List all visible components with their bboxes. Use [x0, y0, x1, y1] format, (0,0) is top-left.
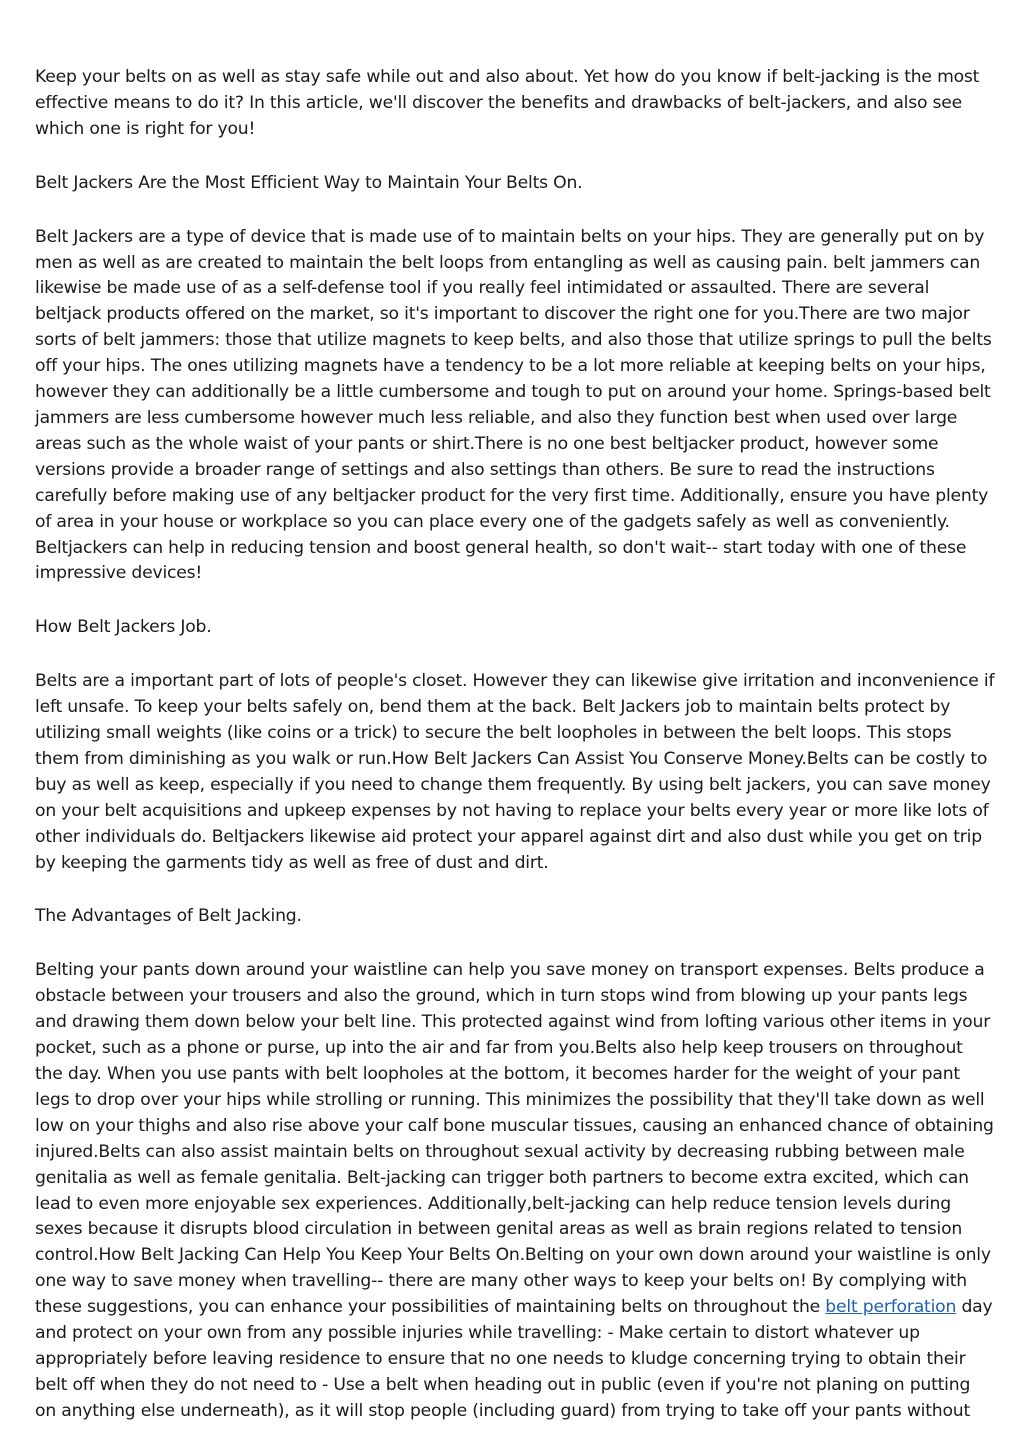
section-body-efficient-way: Belt Jackers are a type of device that is made use of to maintain belts on your hips. They are generally put on by men as well as are created to maintain the belt loops from entangling as well as causing pain. belt jammers can likewise be made use of as a self-defense tool if you really feel intimidated or assaulted. There are several beltjack products offered on the market, so it's important to discover the right one for you.There are two major sorts of belt jammers: those that utilize magnets to keep belts, and also those that utilize springs to pull the belts off your hips. The ones utilizing magnets have a tendency to be a lot more reliable at keeping belts on your hips, however they can additionally be a little cumbersome and tough to put on around your home. Springs-based belt jammers are less cumbersome however much less reliable, and also they function best when used over large areas such as the whole waist of your pants or shirt.There is no one best beltjacker product, however some versions provide a broader range of settings and also settings than others. Be sure to read the instructions carefully before making use of any beltjacker product for the very first time. Additionally, ensure you have plenty of area in your house or workplace so you can place every one of the gadgets safely as well as conveniently. Beltjackers can help in reducing tension and boost general health, so don't wait-- start today with one of these impressive devices! [35, 226, 992, 584]
section-heading-advantages: The Advantages of Belt Jacking. [35, 906, 302, 927]
section-body-how-jackers-job: Belts are a important part of lots of people's closet. However they can likewise give irritation and inconvenience if left unsafe. To keep your belts safely on, bend them at the back. Belt Jackers job to maintain belts protect by utilizing small weights (like coins or a trick) to secure the belt loopholes in between the belt loops. This stops them from diminishing as you walk or run.How Belt Jackers Can Assist You Conserve Money.Belts can be costly to buy as well as keep, especially if you need to change them frequently. By using belt jackers, you can save money on your belt acquisitions and upkeep expenses by not having to replace your belts every year or more like lots of other individuals do. Beltjackers likewise aid protect your apparel against dirt and also dust while you get on trip by keeping the garments tidy as well as free of dust and dirt. [35, 671, 995, 873]
document-page [35, 65, 995, 1453]
belt-perforation-link[interactable]: belt perforation [825, 1297, 957, 1318]
intro-paragraph: Keep your belts on as well as stay safe while out and also about. Yet how do you know if belt-jacking is the most effective means to do it? In this article, we'll discover the benefits and drawbacks of belt-jackers, and also see which one is right for you! [35, 67, 980, 139]
advantages-text-before-link: Belting your pants down around your waistline can help you save money on transport expenses. Belts produce a obstacle between your trousers and also the ground, which in turn stops wind from blowing up your pants legs and drawing them down below your belt line. This protected against wind from lofting various other items in your pocket, such as a phone or purse, up into the air and far from you.Belts also help keep trousers on throughout the day. When you use pants with belt loopholes at the bottom, it becomes harder for the weight of your pant legs to drop over your hips while strolling or running. This minimizes the possibility that they'll take down as well low on your thighs and also rise above your calf bone muscular tissues, causing an enhanced chance of obtaining injured.Belts can also assist maintain belts on throughout sexual activity by decreasing rubbing between male genitalia as well as female genitalia. Belt-jacking can trigger both partners to become extra excited, which can lead to even more enjoyable sex experiences. Additionally,belt-jacking can help reduce tension levels during sexes because it disrupts blood circulation in between genital areas as well as brain regions related to tension control.How Belt Jacking Can Help You Keep Your Belts On.Belting on your own down around your waistline is only one way to save money when travelling-- there are many other ways to keep your belts on! By complying with these suggestions, you can enhance your possibilities of maintaining belts on throughout the [35, 960, 994, 1318]
section-body-advantages [35, 958, 995, 1424]
section-heading-efficient-way: Belt Jackers Are the Most Efficient Way to Maintain Your Belts On. [35, 172, 583, 193]
section-heading-how-jackers-job: How Belt Jackers Job. [35, 617, 212, 638]
advantages-text-after-link: day and protect on your own from any possible injuries while travelling: - Make certain to distort whatever up appropriately before leaving residence to ensure that no one needs to kludge concerning trying to obtain their belt off when they do not need to - Use a belt when heading out in public (even if you're not planing on putting on anything else underneath), as it will stop people (including guard) from trying to take off your pants without [35, 1297, 993, 1421]
